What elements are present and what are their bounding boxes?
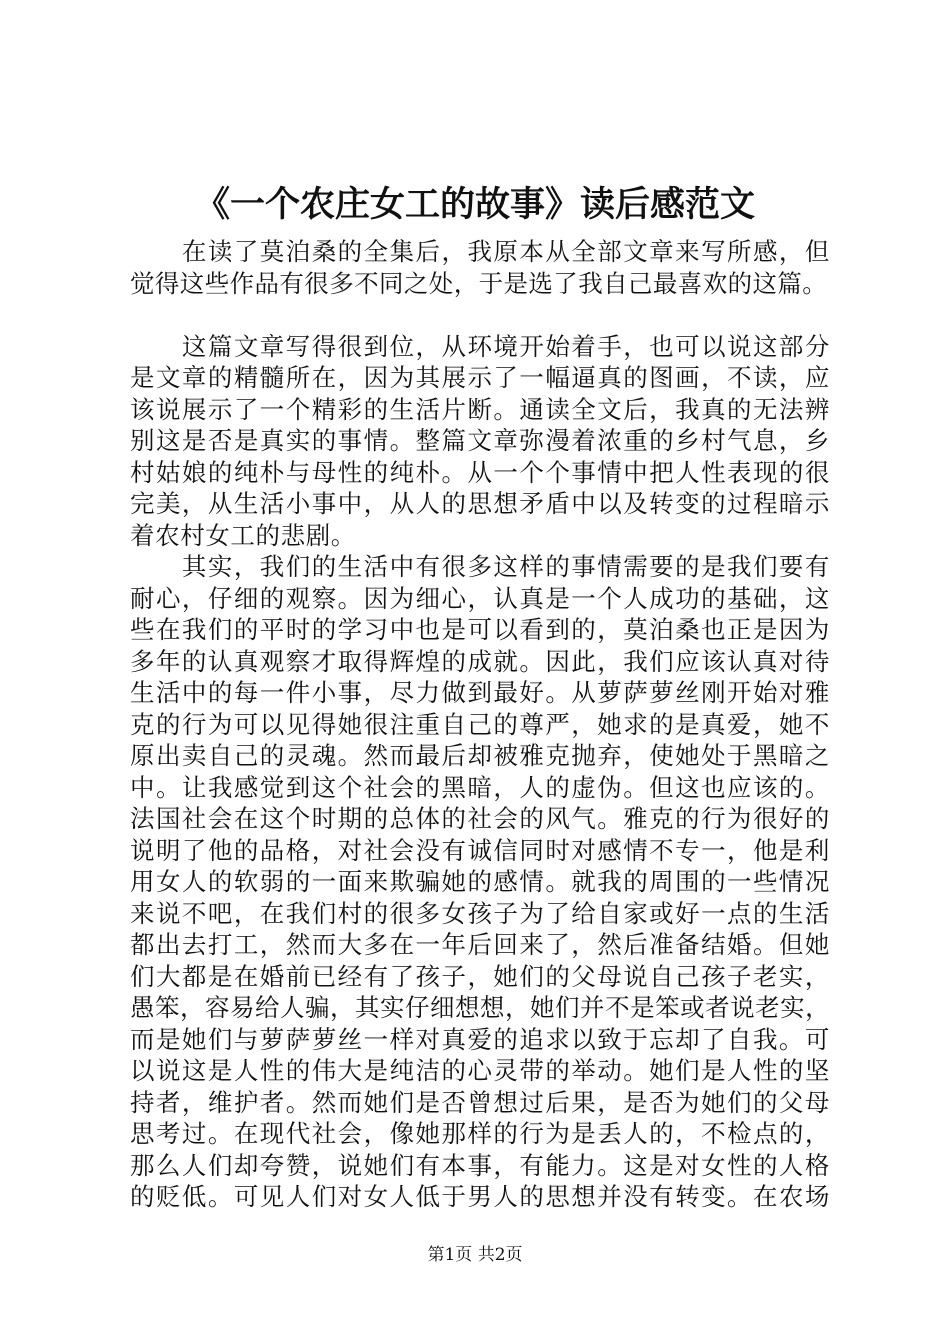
paragraph-line: 在读了莫泊桑的全集后，我原本从全部文章来写所感，但 <box>130 237 830 266</box>
paragraph-line: 那么人们却夸赞，说她们有本事，有能力。这是对女性的人格 <box>130 1150 830 1180</box>
page-footer: 第1页 共2页 <box>427 1245 523 1265</box>
paragraph-2 <box>130 331 830 552</box>
paragraph-line: 说明了他的品格，对社会没有诚信同时对感情不专一，他是利 <box>130 835 830 865</box>
paragraph-line: 觉得这些作品有很多不同之处，于是选了我自己最喜欢的这篇。 <box>130 268 828 298</box>
paragraph-line: 用女人的软弱的一面来欺骗她的感情。就我的周围的一些情况 <box>130 867 830 896</box>
paragraph-spacer <box>130 299 830 331</box>
paragraph-line: 耐心，仔细的观察。因为细心，认真是一个人成功的基础，这 <box>130 583 830 613</box>
paragraph-line: 其实，我们的生活中有很多这样的事情需要的是我们要有 <box>130 552 830 581</box>
paragraph-line: 些在我们的平时的学习中也是可以看到的，莫泊桑也正是因为 <box>130 615 830 644</box>
document-body <box>130 236 830 1213</box>
paragraph-line: 中。让我感觉到这个社会的黑暗，人的虚伪。但这也应该的。 <box>130 772 830 802</box>
paragraph-line: 是文章的精髓所在，因为其展示了一幅逼真的图画，不读，应 <box>130 363 830 392</box>
paragraph-line: 持者，维护者。然而她们是否曾想过后果，是否为她们的父母 <box>130 1087 830 1117</box>
paragraph-line: 多年的认真观察才取得辉煌的成就。因此，我们应该认真对待 <box>130 646 830 676</box>
document-title: 《一个农庄女工的故事》读后感范文 <box>194 185 755 225</box>
paragraph-line: 完美，从生活小事中，从人的思想矛盾中以及转变的过程暗示 <box>130 489 830 518</box>
paragraph-line: 法国社会在这个时期的总体的社会的风气。雅克的行为很好的 <box>130 804 830 833</box>
paragraph-line: 都出去打工，然而大多在一年后回来了，然后准备结婚。但她 <box>130 930 830 959</box>
paragraph-line: 生活中的每一件小事，尽力做到最好。从萝萨萝丝刚开始对雅 <box>130 678 830 707</box>
paragraph-line: 愚笨，容易给人骗，其实仔细想想，她们并不是笨或者说老实， <box>130 993 830 1022</box>
paragraph-line: 的贬低。可见人们对女人低于男人的思想并没有转变。在农场 <box>130 1182 830 1211</box>
paragraph-line: 村姑娘的纯朴与母性的纯朴。从一个个事情中把人性表现的很 <box>130 457 830 487</box>
paragraph-line: 原出卖自己的灵魂。然而最后却被雅克抛弃，使她处于黑暗之 <box>130 741 830 770</box>
paragraph-line: 们大都是在婚前已经有了孩子，她们的父母说自己孩子老实， <box>130 961 830 991</box>
paragraph-line: 以说这是人性的伟大是纯洁的心灵带的举动。她们是人性的坚 <box>130 1056 830 1085</box>
paragraph-line: 着农村女工的悲剧。 <box>130 520 356 550</box>
paragraph-line: 这篇文章写得很到位，从环境开始着手，也可以说这部分 <box>130 331 830 361</box>
paragraph-line: 而是她们与萝萨萝丝一样对真爱的追求以致于忘却了自我。可 <box>130 1024 830 1054</box>
paragraph-1 <box>130 236 830 299</box>
paragraph-line: 来说不吧，在我们村的很多女孩子为了给自家或好一点的生活 <box>130 898 830 928</box>
paragraph-line: 别这是否是真实的事情。整篇文章弥漫着浓重的乡村气息，乡 <box>130 426 830 455</box>
paragraph-line: 克的行为可以见得她很注重自己的尊严，她求的是真爱，她不 <box>130 709 830 739</box>
paragraph-line: 该说展示了一个精彩的生活片断。通读全文后，我真的无法辨 <box>130 394 830 424</box>
paragraph-line: 思考过。在现代社会，像她那样的行为是丢人的，不检点的， <box>130 1119 830 1148</box>
paragraph-3 <box>130 551 830 1213</box>
